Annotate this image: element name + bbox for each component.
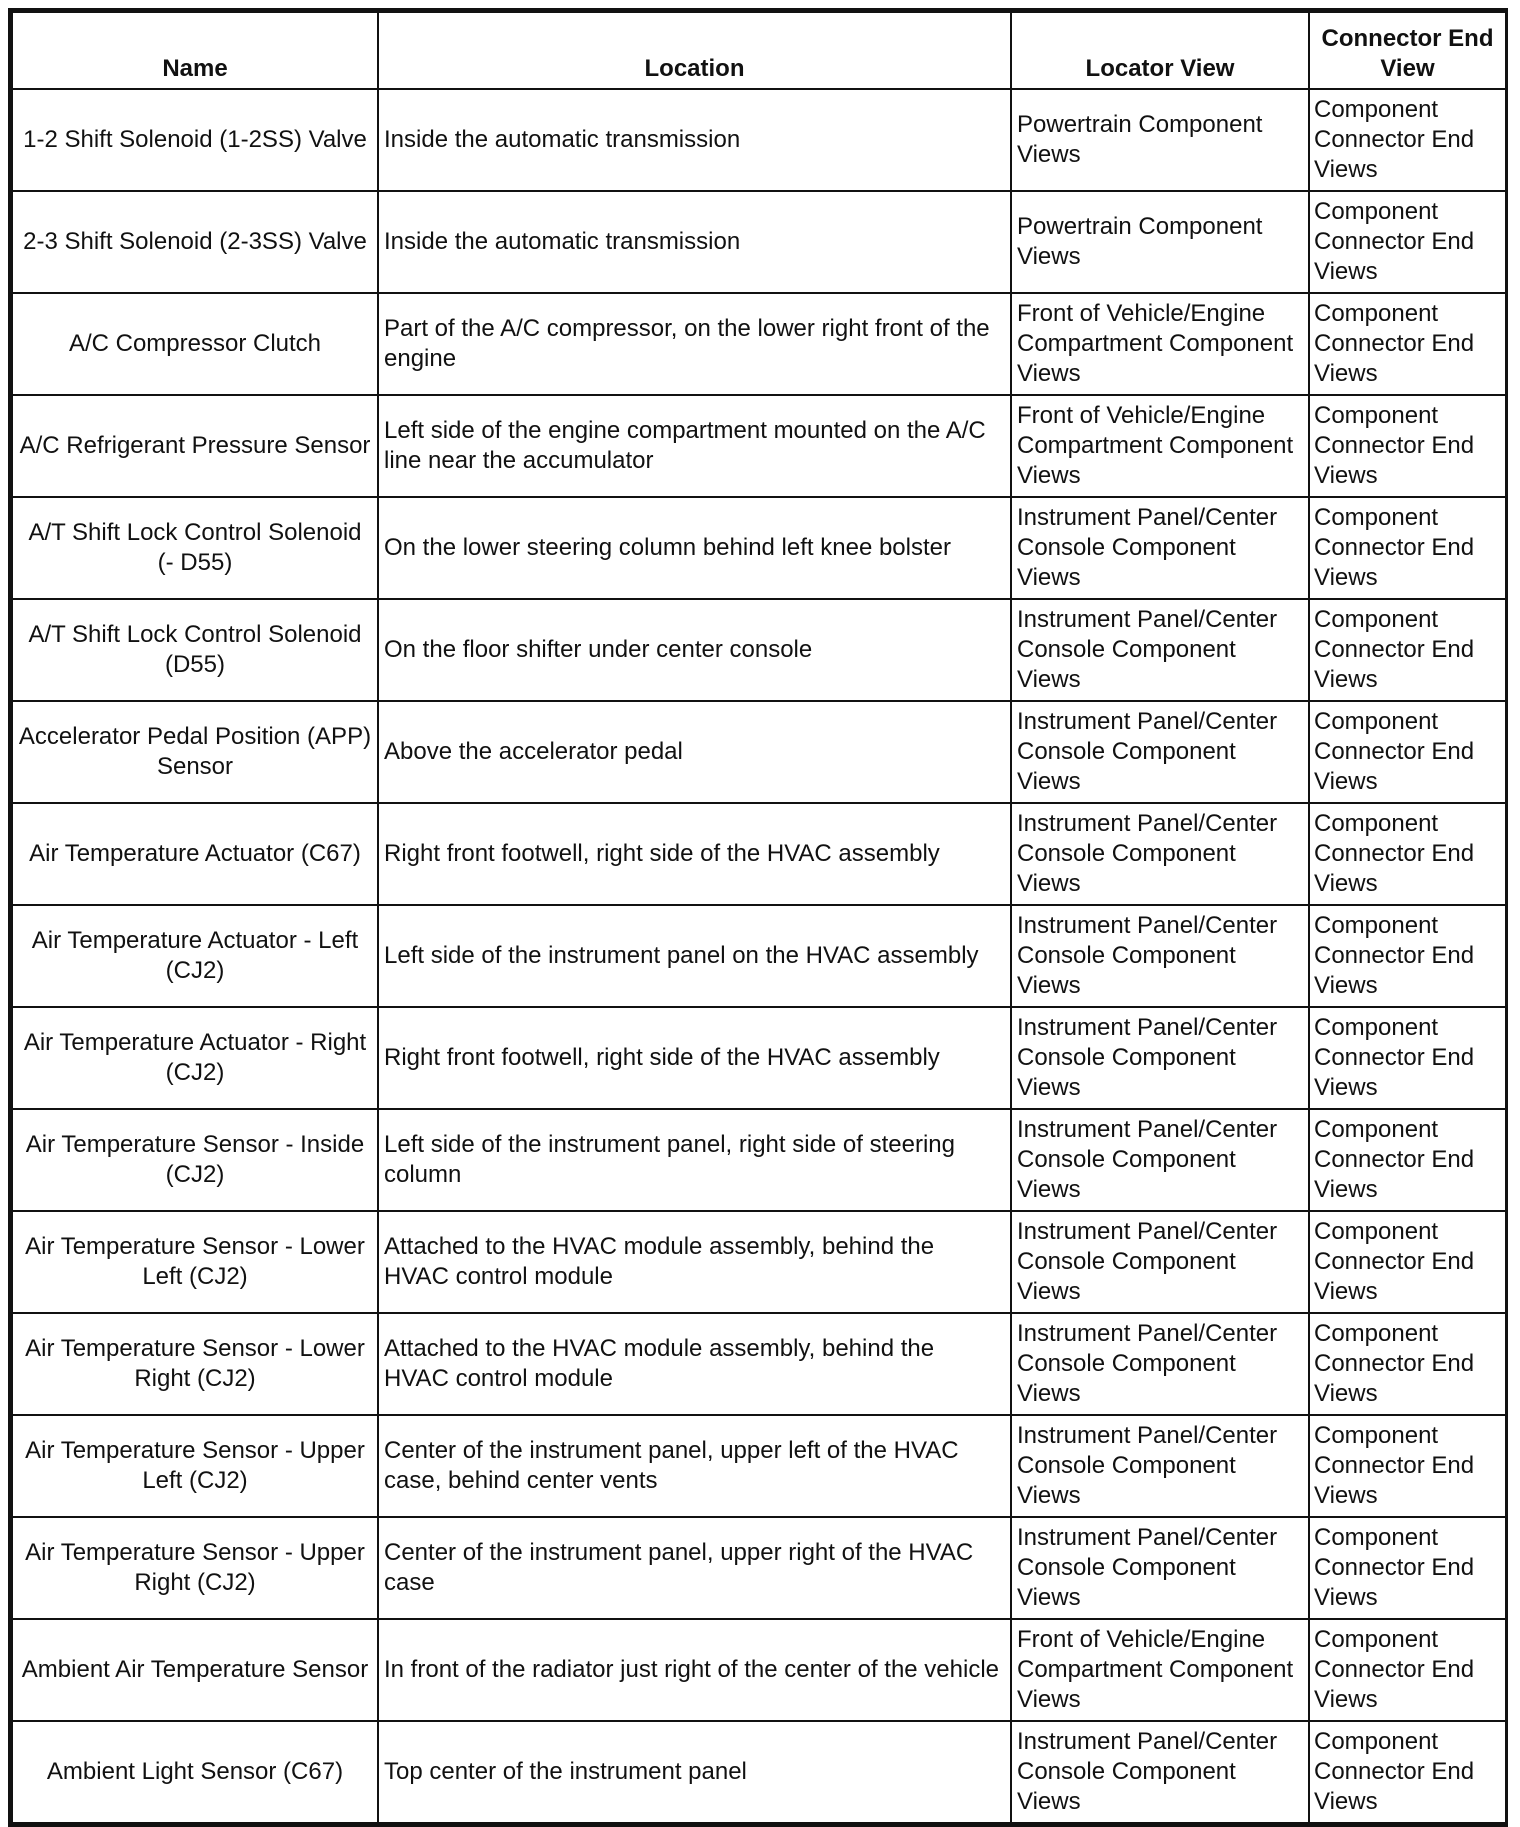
cell-connector-end-view: Component Connector End Views (1309, 1007, 1506, 1109)
cell-name: Air Temperature Sensor - Inside (CJ2) (12, 1109, 378, 1211)
cell-name: Air Temperature Actuator - Right (CJ2) (12, 1007, 378, 1109)
table-row (12, 803, 1506, 905)
cell-name: Air Temperature Actuator - Left (CJ2) (12, 905, 378, 1007)
table-row (12, 191, 1506, 293)
cell-name: Accelerator Pedal Position (APP) Sensor (12, 701, 378, 803)
cell-locator-view: Powertrain Component Views (1011, 191, 1309, 293)
cell-name: Air Temperature Sensor - Upper Right (CJ2) (12, 1517, 378, 1619)
cell-connector-end-view: Component Connector End Views (1309, 395, 1506, 497)
cell-name: Air Temperature Sensor - Upper Left (CJ2) (12, 1415, 378, 1517)
cell-name: Ambient Light Sensor (C67) (12, 1721, 378, 1823)
cell-locator-view: Instrument Panel/Center Console Component Views (1011, 1313, 1309, 1415)
cell-locator-view: Front of Vehicle/Engine Compartment Component Views (1011, 293, 1309, 395)
cell-locator-view: Instrument Panel/Center Console Component Views (1011, 1517, 1309, 1619)
cell-name: 1-2 Shift Solenoid (1-2SS) Valve (12, 89, 378, 191)
cell-connector-end-view: Component Connector End Views (1309, 1313, 1506, 1415)
cell-connector-end-view: Component Connector End Views (1309, 1619, 1506, 1721)
cell-location: Right front footwell, right side of the HVAC assembly (378, 1007, 1011, 1109)
header-location: Location (378, 12, 1011, 89)
cell-locator-view: Instrument Panel/Center Console Component Views (1011, 701, 1309, 803)
table-row (12, 599, 1506, 701)
cell-locator-view: Instrument Panel/Center Console Component Views (1011, 1007, 1309, 1109)
cell-connector-end-view: Component Connector End Views (1309, 701, 1506, 803)
table-row (12, 1007, 1506, 1109)
cell-location: Attached to the HVAC module assembly, behind the HVAC control module (378, 1313, 1011, 1415)
cell-connector-end-view: Component Connector End Views (1309, 89, 1506, 191)
cell-name: Air Temperature Sensor - Lower Left (CJ2) (12, 1211, 378, 1313)
cell-connector-end-view: Component Connector End Views (1309, 191, 1506, 293)
cell-locator-view: Front of Vehicle/Engine Compartment Component Views (1011, 395, 1309, 497)
cell-location: Inside the automatic transmission (378, 89, 1011, 191)
cell-location: Left side of the instrument panel on the HVAC assembly (378, 905, 1011, 1007)
table-row (12, 905, 1506, 1007)
cell-locator-view: Instrument Panel/Center Console Component Views (1011, 1211, 1309, 1313)
cell-location: On the lower steering column behind left knee bolster (378, 497, 1011, 599)
table-row (12, 293, 1506, 395)
table-row (12, 395, 1506, 497)
cell-connector-end-view: Component Connector End Views (1309, 599, 1506, 701)
table-row (12, 701, 1506, 803)
cell-locator-view: Front of Vehicle/Engine Compartment Component Views (1011, 1619, 1309, 1721)
cell-location: On the floor shifter under center console (378, 599, 1011, 701)
cell-connector-end-view: Component Connector End Views (1309, 905, 1506, 1007)
table-row (12, 1109, 1506, 1211)
cell-connector-end-view: Component Connector End Views (1309, 1517, 1506, 1619)
table-row (12, 1313, 1506, 1415)
cell-name: A/C Refrigerant Pressure Sensor (12, 395, 378, 497)
cell-location: Left side of the engine compartment mounted on the A/C line near the accumulator (378, 395, 1011, 497)
cell-name: A/T Shift Lock Control Solenoid (- D55) (12, 497, 378, 599)
cell-connector-end-view: Component Connector End Views (1309, 293, 1506, 395)
table-row (12, 1619, 1506, 1721)
cell-name: A/T Shift Lock Control Solenoid (D55) (12, 599, 378, 701)
table-row (12, 1415, 1506, 1517)
cell-locator-view: Instrument Panel/Center Console Component Views (1011, 1109, 1309, 1211)
table-row (12, 497, 1506, 599)
cell-location: Inside the automatic transmission (378, 191, 1011, 293)
cell-location: Left side of the instrument panel, right side of steering column (378, 1109, 1011, 1211)
cell-location: Top center of the instrument panel (378, 1721, 1011, 1823)
cell-connector-end-view: Component Connector End Views (1309, 1109, 1506, 1211)
cell-location: Above the accelerator pedal (378, 701, 1011, 803)
cell-location: In front of the radiator just right of the center of the vehicle (378, 1619, 1011, 1721)
cell-connector-end-view: Component Connector End Views (1309, 1415, 1506, 1517)
cell-name: 2-3 Shift Solenoid (2-3SS) Valve (12, 191, 378, 293)
cell-name: Air Temperature Sensor - Lower Right (CJ2) (12, 1313, 378, 1415)
cell-locator-view: Instrument Panel/Center Console Component Views (1011, 599, 1309, 701)
cell-locator-view: Instrument Panel/Center Console Component Views (1011, 1721, 1309, 1823)
header-locator-view: Locator View (1011, 12, 1309, 89)
table-row (12, 89, 1506, 191)
cell-location: Center of the instrument panel, upper right of the HVAC case (378, 1517, 1011, 1619)
cell-locator-view: Instrument Panel/Center Console Component Views (1011, 905, 1309, 1007)
table-row (12, 1211, 1506, 1313)
cell-connector-end-view: Component Connector End Views (1309, 1211, 1506, 1313)
header-connector-end-view: Connector End View (1309, 12, 1506, 89)
cell-locator-view: Powertrain Component Views (1011, 89, 1309, 191)
cell-locator-view: Instrument Panel/Center Console Component Views (1011, 497, 1309, 599)
cell-location: Attached to the HVAC module assembly, behind the HVAC control module (378, 1211, 1011, 1313)
header-name: Name (12, 12, 378, 89)
cell-location: Center of the instrument panel, upper left of the HVAC case, behind center vents (378, 1415, 1011, 1517)
cell-locator-view: Instrument Panel/Center Console Component Views (1011, 1415, 1309, 1517)
cell-name: Air Temperature Actuator (C67) (12, 803, 378, 905)
cell-location: Part of the A/C compressor, on the lower right front of the engine (378, 293, 1011, 395)
table-row (12, 1721, 1506, 1823)
cell-name: Ambient Air Temperature Sensor (12, 1619, 378, 1721)
table-row (12, 1517, 1506, 1619)
cell-name: A/C Compressor Clutch (12, 293, 378, 395)
component-locator-document (8, 8, 1508, 1827)
cell-location: Right front footwell, right side of the HVAC assembly (378, 803, 1011, 905)
table-header-row (12, 12, 1506, 89)
component-locator-table (11, 11, 1507, 1824)
cell-connector-end-view: Component Connector End Views (1309, 803, 1506, 905)
cell-connector-end-view: Component Connector End Views (1309, 497, 1506, 599)
cell-connector-end-view: Component Connector End Views (1309, 1721, 1506, 1823)
cell-locator-view: Instrument Panel/Center Console Component Views (1011, 803, 1309, 905)
